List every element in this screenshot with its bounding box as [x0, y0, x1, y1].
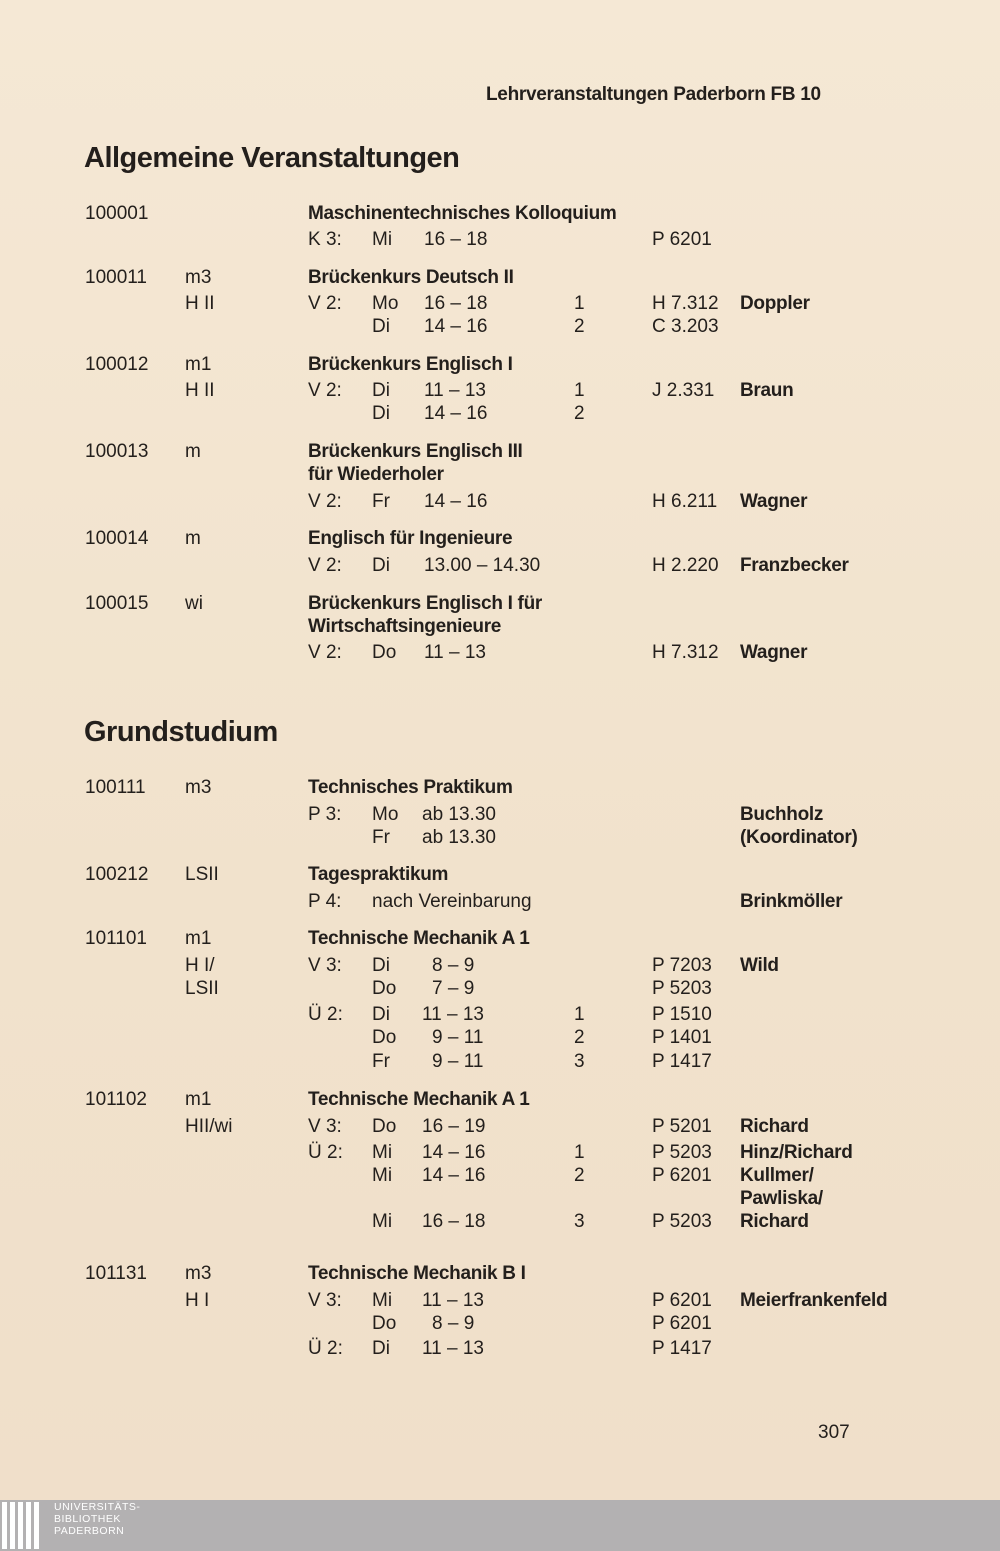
session-time: 14 – 16 — [424, 316, 488, 337]
page-number: 307 — [818, 1422, 850, 1443]
course-number: 100012 — [85, 354, 149, 375]
session-time: 11 – 13 — [422, 1338, 484, 1359]
course-program-2: HII/wi — [185, 1116, 233, 1137]
course-program: m1 — [185, 1089, 212, 1110]
session-lecturer: Franzbecker — [740, 555, 849, 576]
session-type: K 3: — [308, 229, 342, 250]
session-lecturer: Kullmer/ — [740, 1165, 814, 1186]
session-time: 16 – 19 — [422, 1116, 486, 1137]
course-number: 100111 — [85, 777, 146, 798]
course-number: 100212 — [85, 864, 149, 885]
course-title: Brückenkurs Deutsch II — [308, 267, 514, 288]
session-day: Do — [372, 1116, 397, 1137]
session-room: P 6201 — [652, 1165, 712, 1186]
session-room: P 5203 — [652, 1211, 712, 1232]
course-title: Brückenkurs Englisch I für — [308, 593, 542, 614]
session-lecturer: Buchholz — [740, 804, 824, 825]
session-lecturer: Braun — [740, 380, 794, 401]
session-group: 2 — [574, 1027, 585, 1048]
session-time: 8 – 9 — [432, 1313, 475, 1334]
session-room: C 3.203 — [652, 316, 719, 337]
session-time: 11 – 13 — [422, 1004, 484, 1025]
session-lecturer: Richard — [740, 1211, 809, 1232]
session-type: V 2: — [308, 380, 342, 401]
session-type: V 2: — [308, 293, 342, 314]
library-logo-icon — [2, 1502, 46, 1549]
session-day: Mi — [372, 229, 393, 250]
session-room: P 6201 — [652, 1290, 712, 1311]
course-title: Maschinentechnisches Kolloquium — [308, 203, 617, 224]
session-lecturer: Meierfrankenfeld — [740, 1290, 888, 1311]
course-title: Brückenkurs Englisch I — [308, 354, 513, 375]
course-program-2: H I/ — [185, 955, 215, 976]
session-type: P 3: — [308, 804, 342, 825]
session-time: 16 – 18 — [424, 229, 488, 250]
session-type: V 2: — [308, 642, 342, 663]
session-type: V 3: — [308, 1116, 342, 1137]
course-title: Technische Mechanik A 1 — [308, 1089, 530, 1110]
session-group: 1 — [574, 1004, 585, 1025]
course-program: m3 — [185, 777, 212, 798]
session-room: P 7203 — [652, 955, 712, 976]
session-room: P 1401 — [652, 1027, 712, 1048]
session-time: 14 – 16 — [424, 491, 488, 512]
session-group: 2 — [574, 316, 585, 337]
session-day: Di — [372, 1004, 390, 1025]
course-number: 101102 — [85, 1089, 147, 1110]
session-day: Fr — [372, 491, 390, 512]
session-type: V 3: — [308, 1290, 342, 1311]
course-title-line-2: Wirtschaftsingenieure — [308, 616, 502, 637]
course-program: m3 — [185, 267, 212, 288]
course-program-3: LSII — [185, 978, 219, 999]
session-room: H 7.312 — [652, 642, 719, 663]
session-time: ab 13.30 — [422, 804, 496, 825]
session-room: J 2.331 — [652, 380, 715, 401]
course-program: m1 — [185, 354, 212, 375]
session-room: H 2.220 — [652, 555, 719, 576]
session-day: Mo — [372, 804, 399, 825]
running-head: Lehrveranstaltungen Paderborn FB 10 — [486, 84, 821, 105]
session-type: P 4: — [308, 891, 342, 912]
session-room: P 5203 — [652, 978, 712, 999]
library-name-line-3: PADERBORN — [54, 1525, 125, 1537]
course-program: wi — [185, 593, 203, 614]
course-title: Technisches Praktikum — [308, 777, 513, 798]
session-time: 13.00 – 14.30 — [424, 555, 541, 576]
session-type: V 3: — [308, 955, 342, 976]
course-number: 101131 — [85, 1263, 147, 1284]
session-time: 11 – 13 — [424, 380, 486, 401]
session-room: P 1510 — [652, 1004, 712, 1025]
course-program: m — [185, 528, 201, 549]
session-group: 1 — [574, 293, 585, 314]
session-lecturer-line-2: Pawliska/ — [740, 1188, 823, 1209]
course-title: Technische Mechanik B I — [308, 1263, 526, 1284]
session-room: H 6.211 — [652, 491, 718, 512]
session-day: nach Vereinbarung — [372, 891, 532, 912]
session-day: Do — [372, 642, 397, 663]
session-group: 3 — [574, 1051, 585, 1072]
session-group: 1 — [574, 1142, 585, 1163]
session-time: 8 – 9 — [432, 955, 475, 976]
session-day: Fr — [372, 1051, 390, 1072]
session-room: H 7.312 — [652, 293, 719, 314]
session-day: Mi — [372, 1165, 393, 1186]
session-day: Mi — [372, 1290, 393, 1311]
course-program: LSII — [185, 864, 219, 885]
session-day: Mi — [372, 1142, 393, 1163]
library-footer — [0, 1500, 1000, 1551]
course-program: m — [185, 441, 201, 462]
course-number: 101101 — [85, 928, 147, 949]
library-name — [54, 1501, 140, 1537]
session-lecturer: Wild — [740, 955, 779, 976]
session-time: 11 – 13 — [422, 1290, 484, 1311]
session-day: Mo — [372, 293, 399, 314]
session-type: Ü 2: — [308, 1004, 343, 1025]
session-group: 3 — [574, 1211, 585, 1232]
library-name-line-2: BIBLIOTHEK — [54, 1513, 121, 1525]
session-lecturer: Doppler — [740, 293, 810, 314]
session-room: P 5201 — [652, 1116, 712, 1137]
session-lecturer: (Koordinator) — [740, 827, 858, 848]
session-day: Mi — [372, 1211, 393, 1232]
session-room: P 5203 — [652, 1142, 712, 1163]
course-program: m1 — [185, 928, 212, 949]
session-day: Fr — [372, 827, 390, 848]
session-day: Di — [372, 316, 390, 337]
session-time: 7 – 9 — [432, 978, 475, 999]
course-number: 100001 — [85, 203, 149, 224]
course-title: Englisch für Ingenieure — [308, 528, 513, 549]
session-time: 9 – 11 — [432, 1027, 484, 1048]
library-name-line-1: UNIVERSITÄTS- — [54, 1501, 141, 1513]
section-title-allgemeine: Allgemeine Veranstaltungen — [84, 142, 460, 174]
session-lecturer: Brinkmöller — [740, 891, 843, 912]
session-room: P 6201 — [652, 229, 712, 250]
course-title: Tagespraktikum — [308, 864, 449, 885]
course-title: Technische Mechanik A 1 — [308, 928, 530, 949]
session-time: 16 – 18 — [424, 293, 488, 314]
course-number: 100014 — [85, 528, 149, 549]
session-time: ab 13.30 — [422, 827, 496, 848]
course-title: Brückenkurs Englisch III — [308, 441, 523, 462]
session-room: P 1417 — [652, 1338, 712, 1359]
session-time: 16 – 18 — [422, 1211, 486, 1232]
session-day: Do — [372, 1027, 397, 1048]
session-time: 14 – 16 — [422, 1142, 486, 1163]
session-day: Di — [372, 380, 390, 401]
session-room: P 1417 — [652, 1051, 712, 1072]
session-group: 2 — [574, 403, 585, 424]
session-time: 9 – 11 — [432, 1051, 484, 1072]
session-type: V 2: — [308, 555, 342, 576]
session-day: Di — [372, 1338, 390, 1359]
session-type: V 2: — [308, 491, 342, 512]
course-program: m3 — [185, 1263, 212, 1284]
course-program-2: H II — [185, 380, 215, 401]
session-type: Ü 2: — [308, 1142, 343, 1163]
session-day: Di — [372, 403, 390, 424]
course-program-2: H I — [185, 1290, 210, 1311]
session-day: Do — [372, 978, 397, 999]
session-lecturer: Hinz/Richard — [740, 1142, 853, 1163]
session-lecturer: Wagner — [740, 642, 808, 663]
session-time: 14 – 16 — [422, 1165, 486, 1186]
course-number: 100011 — [85, 267, 147, 288]
session-day: Di — [372, 955, 390, 976]
session-time: 14 – 16 — [424, 403, 488, 424]
section-title-grundstudium: Grundstudium — [84, 716, 278, 748]
course-number: 100015 — [85, 593, 149, 614]
session-lecturer: Richard — [740, 1116, 809, 1137]
session-room: P 6201 — [652, 1313, 712, 1334]
session-day: Di — [372, 555, 390, 576]
session-type: Ü 2: — [308, 1338, 343, 1359]
session-group: 1 — [574, 380, 585, 401]
session-day: Do — [372, 1313, 397, 1334]
session-group: 2 — [574, 1165, 585, 1186]
session-lecturer: Wagner — [740, 491, 808, 512]
session-time: 11 – 13 — [424, 642, 486, 663]
course-number: 100013 — [85, 441, 149, 462]
course-title-line-2: für Wiederholer — [308, 464, 444, 485]
course-program-2: H II — [185, 293, 215, 314]
